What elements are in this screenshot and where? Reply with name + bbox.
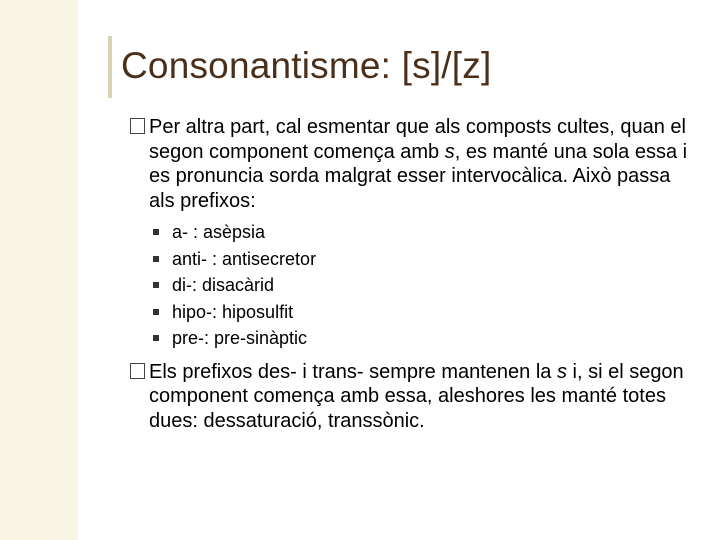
bullet-paragraph-1 — [130, 115, 700, 213]
bullet-1-text-b: , es manté una sola essa i es pronuncia sorda malgrat esser intervocàlica. Això passa als prefixos: — [149, 140, 688, 212]
slide-title: Consonantisme: [s]/[z] — [121, 45, 492, 86]
square-bullet-icon — [153, 335, 159, 341]
list-item-text: a- : asèpsia — [172, 222, 266, 242]
list-item — [130, 299, 700, 326]
list-item-text: di-: disacàrid — [172, 275, 275, 295]
bullet-2-italic-s: s — [556, 360, 567, 383]
bullet-1-italic-s: s — [444, 140, 455, 163]
square-bullet-icon — [153, 282, 159, 288]
bullet-2-text-a: Els prefixos des- i trans- sempre mantenen la — [149, 360, 557, 383]
list-item — [130, 272, 700, 299]
square-bullet-icon — [153, 229, 159, 235]
bullet-box-icon — [130, 118, 145, 134]
square-bullet-icon — [153, 256, 159, 262]
list-item-text: hipo-: hiposulfit — [172, 301, 294, 322]
list-item-text: anti- : antisecretor — [172, 248, 317, 269]
bullet-2-text-b: i, si el segon component comença amb essa, aleshores les manté totes dues: dessaturació, transsònic. — [149, 360, 684, 432]
slide-body — [130, 115, 700, 433]
bullet-paragraph-2 — [130, 360, 700, 434]
list-item — [130, 246, 700, 273]
bullet-box-icon — [130, 363, 145, 379]
list-item — [130, 325, 700, 352]
square-bullet-icon — [153, 309, 159, 315]
bullet-1-text-a: Per altra part, cal esmentar que als composts cultes, quan el segon component comença amb — [149, 116, 686, 163]
list-item-text: pre-: pre-sinàptic — [172, 328, 308, 348]
prefix-examples-list — [130, 219, 700, 352]
list-item — [130, 219, 700, 246]
title-accent-rule — [108, 36, 112, 98]
side-band-decoration — [0, 0, 78, 540]
